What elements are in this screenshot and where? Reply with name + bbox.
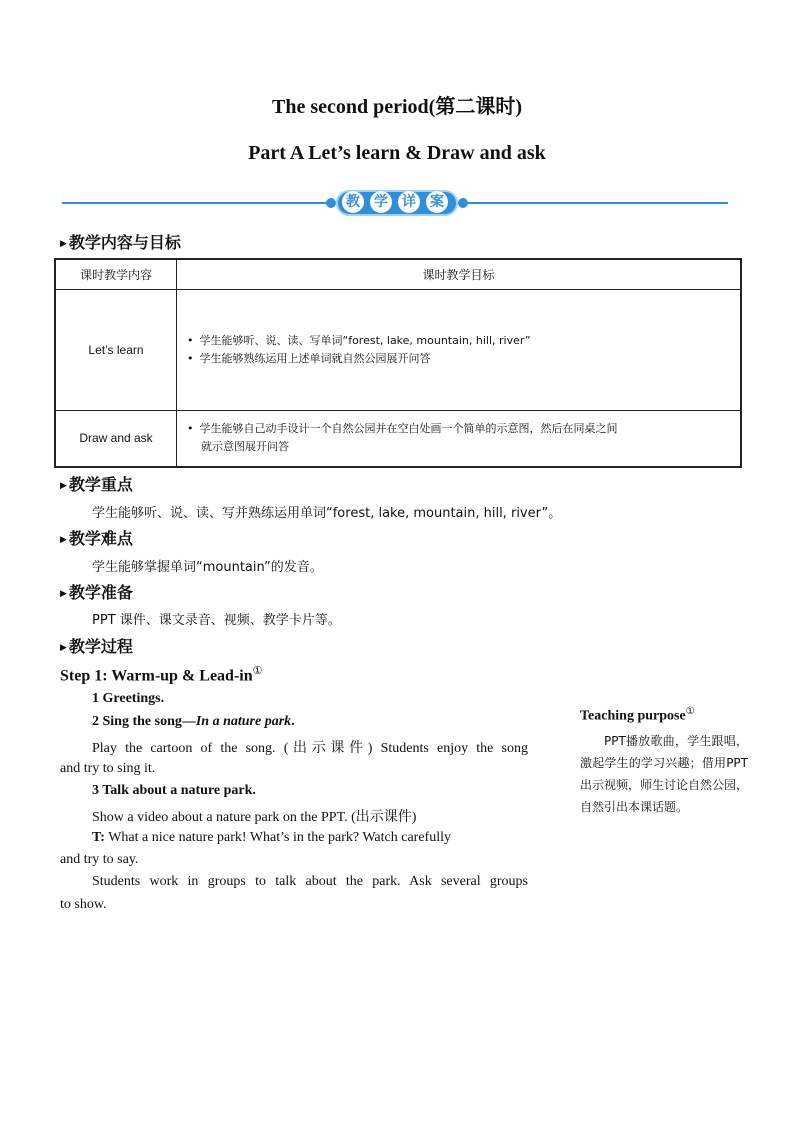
section-heading-preparation: ▶ 教学准备 — [60, 583, 133, 602]
triangle-bullet-icon: ▶ — [60, 239, 67, 249]
table-row — [55, 411, 741, 467]
page-title: The second period(第二课时) — [272, 96, 522, 118]
page-subtitle: Part A Let’s learn & Draw and ask — [248, 142, 546, 164]
step1-students-line1: Students work in groups to talk about the park. Ask several groups — [92, 874, 528, 889]
banner-dot-left — [326, 198, 336, 208]
teaching-purpose-title: Teaching purpose① — [580, 706, 695, 724]
goal-item: • 学生能够自己动手设计一个自然公园并在空白处画一个简单的示意图，然后在同桌之间 — [187, 422, 618, 436]
step1-teacher-line1: T: What a nice nature park! What’s in the park? Watch carefully — [92, 830, 451, 845]
triangle-bullet-icon: ▶ — [60, 535, 67, 545]
step1-show-video: Show a video about a nature park on the PPT. (出示课件) — [92, 810, 417, 825]
table-cell-goals — [177, 411, 742, 467]
banner-line-left — [62, 202, 330, 204]
table-cell-goals — [177, 290, 742, 411]
table-row — [55, 290, 741, 411]
banner-char-2: 学 — [370, 191, 392, 213]
step1-greetings: 1 Greetings. — [92, 691, 165, 706]
triangle-bullet-icon: ▶ — [60, 481, 67, 491]
objectives-table — [54, 258, 742, 468]
banner-char-4: 案 — [426, 191, 448, 213]
step1-talk-heading: 3 Talk about a nature park. — [92, 783, 256, 798]
banner-dot-right — [458, 198, 468, 208]
table-header-row — [55, 259, 741, 290]
triangle-bullet-icon: ▶ — [60, 589, 67, 599]
section-heading-difficulties: ▶ 教学难点 — [60, 529, 133, 548]
section-heading-key-points: ▶ 教学重点 — [60, 475, 133, 494]
teaching-purpose-text: PPT播放歌曲，学生跟唱，激起学生的学习兴趣；借用PPT出示视频，师生讨论自然公园，自然引出本课话题。 — [580, 734, 749, 814]
table-header-goals: 课时教学目标 — [177, 259, 742, 290]
key-points-text: 学生能够听、说、读、写并熟练运用单词“forest, lake, mountain, hill, river”。 — [92, 506, 562, 521]
teacher-label: T: — [92, 830, 105, 845]
difficulties-text: 学生能够掌握单词“mountain”的发音。 — [92, 560, 323, 575]
step1-sing-song: 2 Sing the song—In a nature park. — [92, 714, 295, 729]
banner-char-1: 教 — [342, 191, 364, 213]
section-heading-process: ▶ 教学过程 — [60, 637, 133, 656]
section-heading-content-goals: ▶ 教学内容与目标 — [60, 233, 181, 252]
song-title: In a nature park — [195, 714, 292, 729]
step1-teacher-line2: and try to say. — [60, 852, 139, 867]
preparation-text: PPT 课件、课文录音、视频、教学卡片等。 — [92, 613, 341, 628]
table-cell-content: Draw and ask — [55, 411, 177, 467]
table-cell-content: Let’s learn — [55, 290, 177, 411]
goal-item: • 学生能够听、说、读、写单词“forest, lake, mountain, hill, river” — [187, 334, 531, 347]
goal-item: • 学生能够熟练运用上述单词就自然公园展开问答 — [187, 352, 431, 365]
triangle-bullet-icon: ▶ — [60, 643, 67, 653]
step1-play-line1: Play the cartoon of the song. (出示课件) Students enjoy the song — [92, 741, 528, 756]
banner-line-right — [466, 202, 728, 204]
step1-play-line2: and try to sing it. — [60, 761, 156, 776]
step1-students-line2: to show. — [60, 897, 107, 912]
banner-char-3: 详 — [398, 191, 420, 213]
table-header-content: 课时教学内容 — [55, 259, 177, 290]
step1-title: Step 1: Warm-up & Lead-in① — [60, 665, 263, 685]
goal-item-continuation: 就示意图展开问答 — [201, 440, 289, 454]
